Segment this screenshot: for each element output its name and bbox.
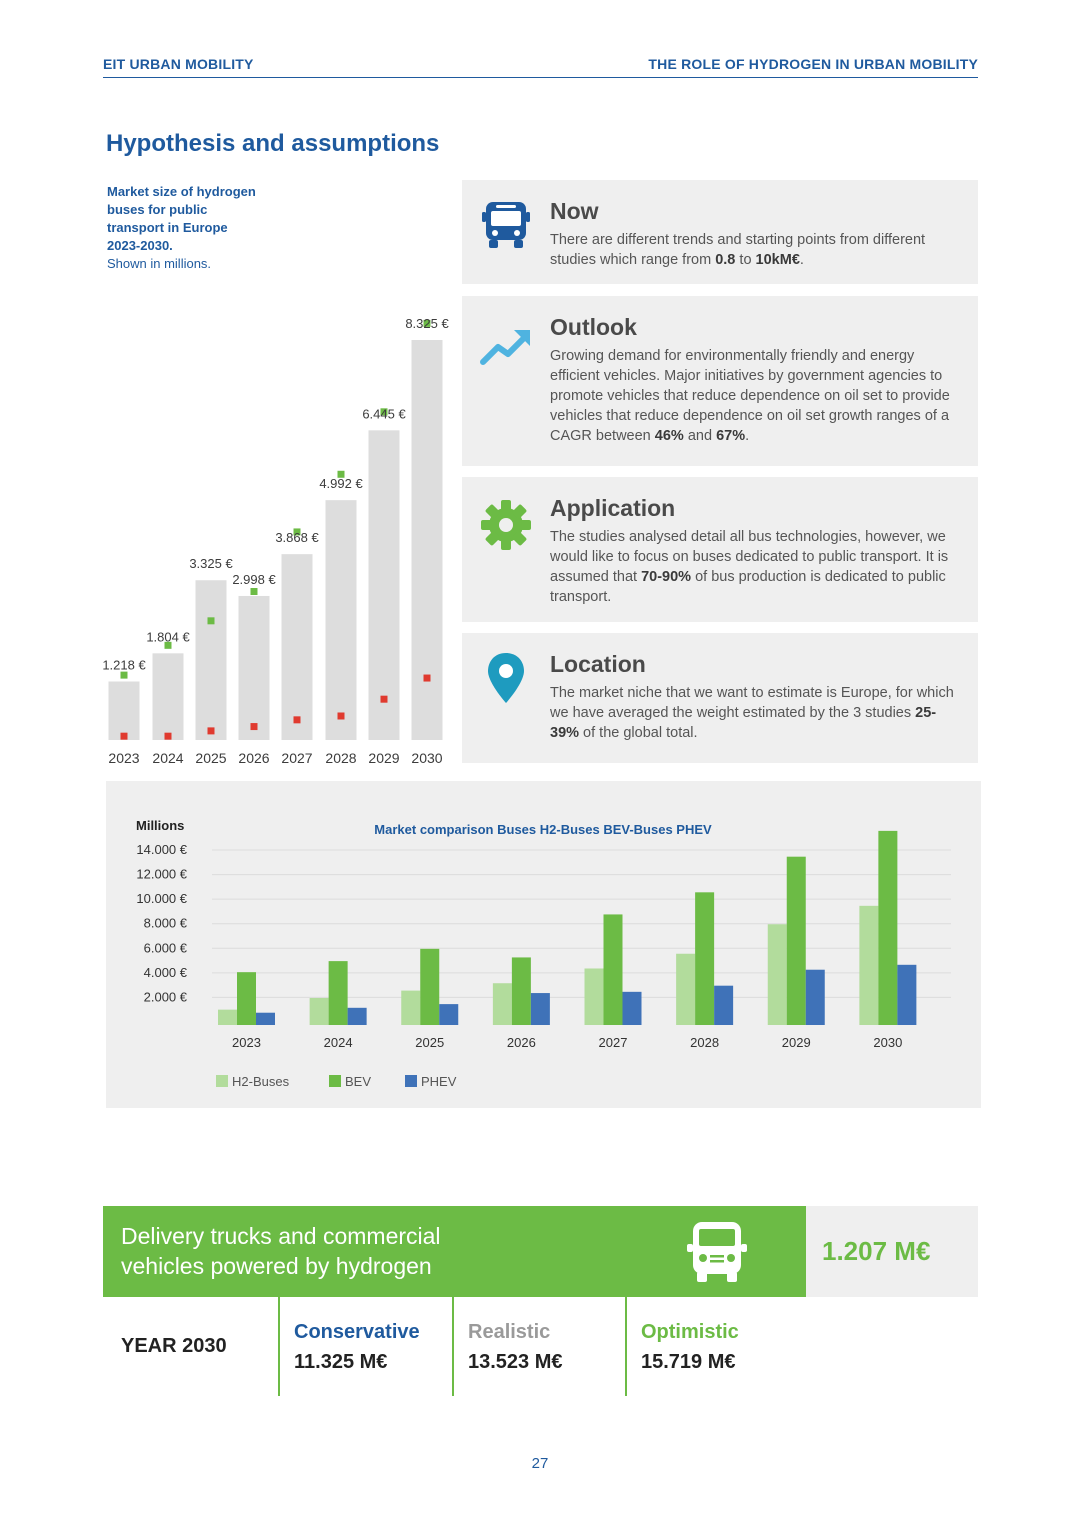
scenario-realistic [452,1297,626,1396]
card-now-text: There are different trends and starting points from different studies which range from 0.8 to 10kM€. [550,232,926,268]
chart2-bar-PHEV-2026 [531,993,550,1025]
scenario-optimistic-label: Optimistic [641,1321,739,1343]
chart2-bar-H2-Buses-2028 [676,954,695,1025]
chart2-bar-BEV-2025 [420,949,439,1025]
scenario-conservative-value: 11.325 M€ [294,1351,388,1373]
chart2-bar-PHEV-2024 [348,1008,367,1025]
range-high-marker-2023 [121,672,128,679]
market-value-label-2026: 2.998 € [232,571,276,587]
range-low-marker-2029 [381,696,388,703]
market-comparison-chart [106,781,981,1108]
trucks-title-line1: Delivery trucks and commercial [121,1223,441,1249]
range-low-marker-2028 [338,712,345,719]
card-outlook-title: Outlook [550,314,637,340]
chart2-ytick-4000: 4.000 € [143,964,187,980]
chart2-ytick-6000: 6.000 € [143,940,187,956]
chart2-bar-PHEV-2025 [439,1004,458,1025]
trucks-title [121,1221,441,1281]
chart2-legend-label-BEV: BEV [345,1074,372,1089]
page-number: 27 [531,1455,549,1472]
card-outlook [462,296,978,466]
card-application [462,477,978,622]
year-label: YEAR 2030 [121,1335,227,1357]
chart2-legend-swatch-BEV [329,1075,341,1087]
chart2-xtick-2024: 2024 [323,1035,353,1050]
scenario-realistic-value: 13.523 M€ [468,1351,563,1373]
chart2-ytick-12000: 12.000 € [136,866,187,882]
range-high-marker-2026 [251,588,258,595]
scenario-optimistic-value: 15.719 M€ [641,1351,736,1373]
chart2-xtick-2025: 2025 [415,1035,445,1050]
market-value-label-2027: 3.868 € [275,530,319,546]
trend-up-icon [480,314,532,370]
chart2-bar-BEV-2029 [787,857,806,1025]
chart2-title: Market comparison Buses H2-Buses BEV-Buses PHEV [374,822,712,837]
range-high-marker-2025 [208,617,215,624]
range-low-marker-2023 [121,733,128,740]
card-now-title: Now [550,198,599,224]
chart2-xtick-2023: 2023 [232,1035,261,1050]
scenario-optimistic [625,1297,799,1396]
card-location-title: Location [550,651,646,677]
range-low-marker-2026 [251,723,258,730]
chart2-bar-H2-Buses-2027 [585,968,604,1025]
market-year-label-2028: 2028 [325,750,357,766]
chart2-bar-H2-Buses-2023 [218,1010,237,1025]
chart2-bar-BEV-2030 [878,831,897,1025]
chart2-ytick-14000: 14.000 € [136,842,187,857]
chart2-bar-H2-Buses-2030 [859,906,878,1025]
market-value-label-2024: 1.804 € [146,629,190,645]
header-right: THE ROLE OF HYDROGEN IN URBAN MOBILITY [648,56,978,72]
chart2-ytick-10000: 10.000 € [136,891,187,907]
card-location [462,633,978,763]
chart2-bar-PHEV-2029 [806,970,825,1025]
chart2-xtick-2030: 2030 [873,1035,903,1050]
card-location-text: The market niche that we want to estimate is Europe, for which we have averaged the weight estimated by the 3 studies 25-39% of the global total. [550,685,954,741]
market-year-label-2026: 2026 [238,750,270,766]
range-low-marker-2025 [208,727,215,734]
location-pin-icon [480,651,532,707]
market-year-label-2030: 2030 [411,750,443,766]
card-application-title: Application [550,495,676,521]
chart2-xtick-2027: 2027 [598,1035,628,1050]
market-value-label-2030: 8.325 € [405,316,449,331]
chart2-xtick-2029: 2029 [781,1035,811,1050]
chart2-ytick-2000: 2.000 € [143,989,187,1005]
chart2-legend-swatch-H2-Buses [216,1075,228,1087]
chart2-legend-swatch-PHEV [405,1075,417,1087]
market-size-chart [95,175,455,775]
card-outlook-text: Growing demand for environmentally friendly and energy efficient vehicles. Major initiatives by government agencies to promote vehicles that reduce dependence on oil set to provide vehicles that reduce dependence on oil set growth ranges of a CAGR between 46% and 67%. [550,348,950,444]
chart2-legend-label-PHEV: PHEV [421,1074,457,1089]
chart2-bar-PHEV-2030 [897,965,916,1025]
market-value-label-2023: 1.218 € [102,657,146,673]
market-value-label-2025: 3.325 € [189,556,233,572]
range-low-marker-2027 [294,716,301,723]
chart2-bar-BEV-2024 [329,961,348,1025]
header-left: EIT URBAN MOBILITY [103,56,254,72]
market-value-label-2029: 6.445 € [362,406,406,422]
chart2-bar-BEV-2027 [604,914,623,1025]
chart2-bar-PHEV-2027 [623,992,642,1025]
chart1-caption-sub: Shown in millions. [107,256,212,271]
scenario-conservative [278,1297,452,1396]
chart2-xtick-2028: 2028 [690,1035,720,1050]
range-low-marker-2030 [424,675,431,682]
card-application-text: The studies analysed detail all bus technologies, however, we would like to focus on buses dedicated to public transport. It is assumed that 70-90% of bus production is dedicated to public transport. [550,529,949,605]
chart2-bar-PHEV-2028 [714,986,733,1025]
market-year-label-2023: 2023 [108,750,140,766]
trucks-banner [103,1206,806,1297]
chart2-ytick-8000: 8.000 € [143,915,187,931]
gear-icon [480,495,532,551]
chart2-bar-H2-Buses-2029 [768,924,787,1025]
chart2-bar-H2-Buses-2025 [401,991,420,1025]
market-value-label-2028: 4.992 € [319,476,363,492]
chart2-bar-H2-Buses-2026 [493,983,512,1025]
chart2-bar-BEV-2023 [237,972,256,1025]
card-now [462,180,978,284]
chart2-bar-H2-Buses-2024 [310,998,329,1025]
market-year-label-2024: 2024 [152,750,184,766]
trucks-value-box [806,1206,978,1297]
chart2-ylabel: Millions [136,818,185,833]
bus-icon [480,198,532,254]
chart2-legend-label-H2-Buses: H2-Buses [232,1074,290,1089]
chart2-bar-BEV-2028 [695,892,714,1025]
market-year-label-2025: 2025 [195,750,227,766]
chart2-bar-BEV-2026 [512,957,531,1025]
chart1-caption-title: Market size of hydrogen buses for public transport in Europe 2023-2030. [107,184,256,253]
scenario-realistic-label: Realistic [468,1321,551,1343]
market-comparison-panel [106,781,981,1108]
trucks-value: 1.207 M€ [822,1236,931,1266]
chart2-bar-PHEV-2023 [256,1013,275,1025]
market-year-label-2027: 2027 [281,750,313,766]
trucks-title-line2: vehicles powered by hydrogen [121,1253,432,1279]
truck-icon [687,1218,747,1284]
scenario-conservative-label: Conservative [294,1321,420,1343]
section-title: Hypothesis and assumptions [106,130,440,157]
range-low-marker-2024 [165,733,172,740]
chart2-xtick-2026: 2026 [506,1035,536,1050]
market-year-label-2029: 2029 [368,750,400,766]
page-header [103,56,978,78]
